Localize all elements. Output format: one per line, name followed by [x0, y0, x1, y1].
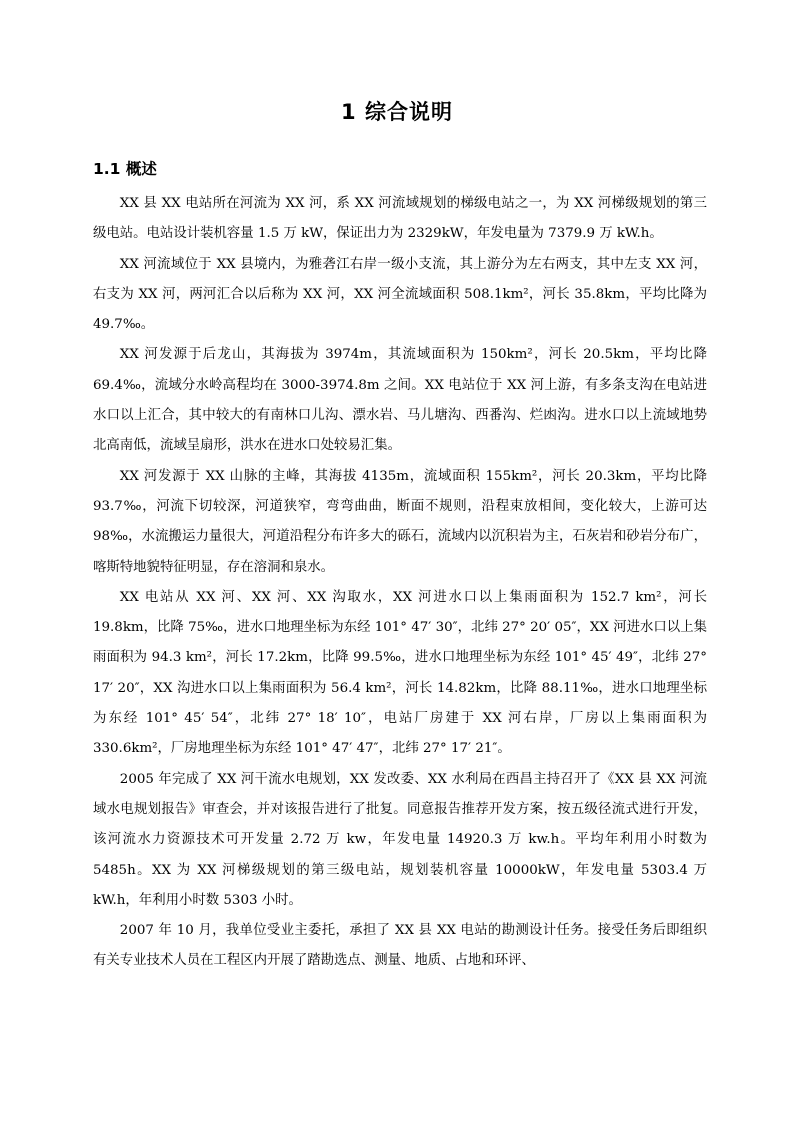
paragraph: 2007 年 10 月，我单位受业主委托，承担了 XX 县 XX 电站的勘测设计任务。接受任务后即组织有关专业技术人员在工程区内开展了踏勘选点、测量、地质、占地和环评、 — [93, 923, 707, 969]
paragraph: XX 河流域位于 XX 县境内，为雅砻江右岸一级小支流，其上游分为左右两支，其中左支 XX 河，右支为 XX 河，两河汇合以后称为 XX 河，XX 河全流域面积 508.1km²，河长 35.8km，平均比降为 49.7‰。 — [93, 256, 707, 333]
section-title: 1.1 概述 — [93, 160, 157, 178]
paragraph: XX 河发源于后龙山，其海拔为 3974m，其流域面积为 150km²，河长 20.5km，平均比降 69.4‰，流域分水岭高程均在 3000-3974.8m 之间。XX 电站位于 XX 河上游，有多条支沟在电站进水口以上汇合，其中较大的有南林口儿沟、漂水岩、马儿塘沟、西番沟、烂凼沟。进水口以上流域地势北高南低，流域呈扇形，洪水在进水口处较易汇集。 — [93, 347, 707, 454]
chapter-title: 1 综合说明 — [341, 100, 453, 124]
paragraph: XX 县 XX 电站所在河流为 XX 河，系 XX 河流域规划的梯级电站之一，为 XX 河梯级规划的第三级电站。电站设计装机容量 1.5 万 kW，保证出力为 2329kW，年发电量为 7379.9 万 kW.h。 — [93, 196, 707, 242]
paragraph: 2005 年完成了 XX 河干流水电规划，XX 发改委、XX 水利局在西昌主持召开了《XX 县 XX 河流域水电规划报告》审查会，并对该报告进行了批复。同意报告推荐开发方案，按五级径流式进行开发，该河流水力资源技术可开发量 2.72 万 kw，年发电量 14920.3 万 kw.h。平均年利用小时数为 5485h。XX 为 XX 河梯级规划的第三级电站，规划装机容量 10000kW，年发电量 5303.4 万 kW.h，年利用小时数 5303 小时。 — [93, 771, 707, 908]
document-body — [93, 189, 707, 977]
paragraph: XX 电站从 XX 河、XX 河、XX 沟取水，XX 河进水口以上集雨面积为 152.7 km²，河长 19.8km，比降 75‰，进水口地理坐标为东经 101° 47′ 30″，北纬 27° 20′ 05″，XX 河进水口以上集雨面积为 94.3 km²，河长 17.2km，比降 99.5‰，进水口地理坐标为东经 101° 45′ 49″，北纬 27° 17′ 20″，XX 沟进水口以上集雨面积为 56.4 km²，河长 14.82km，比降 88.11‰，进水口地理坐标为东经 101° 45′ 54″，北纬 27° 18′ 10″，电站厂房建于 XX 河右岸，厂房以上集雨面积为 330.6km²，厂房地理坐标为东经 101° 47′ 47″，北纬 27° 17′ 21″。 — [93, 589, 707, 757]
paragraph: XX 河发源于 XX 山脉的主峰，其海拔 4135m，流域面积 155km²，河长 20.3km，平均比降 93.7‰，河流下切较深，河道狭窄，弯弯曲曲，断面不规则，沿程束放相间，变化较大，上游可达 98‰，水流搬运力量很大，河道沿程分布许多大的砾石，流域内以沉积岩为主，石灰岩和砂岩分布广，喀斯特地貌特征明显，存在溶洞和泉水。 — [93, 468, 707, 575]
